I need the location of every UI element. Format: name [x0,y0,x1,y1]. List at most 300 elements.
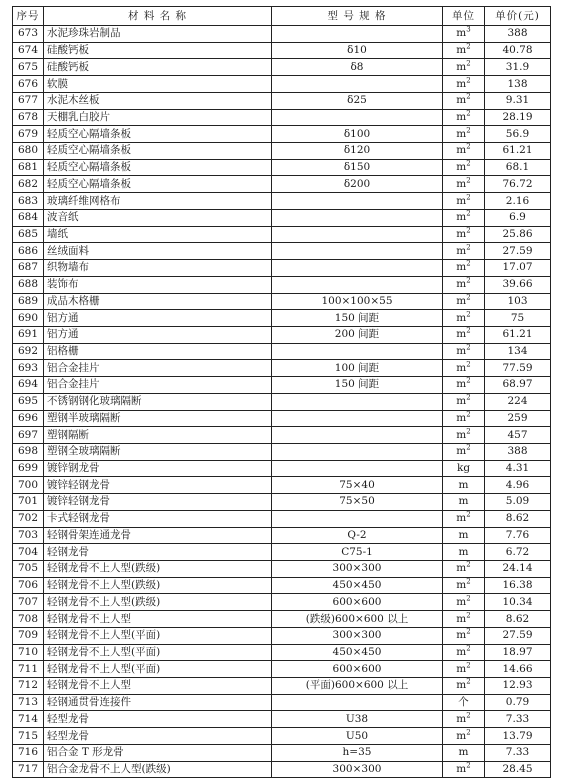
cell-unit-price: 68.1 [485,159,551,176]
cell-model-spec [272,76,443,93]
cell-unit-price: 10.34 [485,594,551,611]
cell-serial-number: 701 [13,494,44,511]
cell-material-name: 轻钢龙骨不上人型(跌级) [44,577,272,594]
unit-exponent: 2 [466,360,471,369]
cell-model-spec: 450×450 [272,577,443,594]
cell-serial-number: 717 [13,761,44,778]
cell-unit-price: 138 [485,76,551,93]
unit-exponent: 2 [466,611,471,620]
unit-exponent: 2 [466,243,471,252]
cell-unit: $m^3$ [443,26,485,43]
table-row [13,561,551,578]
cell-serial-number: 689 [13,293,44,310]
unit-exponent: 2 [466,109,471,118]
cell-material-name: 铝合金挂片 [44,360,272,377]
cell-model-spec: 150 间距 [272,377,443,394]
cell-unit-price: 25.86 [485,226,551,243]
cell-serial-number: 707 [13,594,44,611]
cell-material-name: 轻钢龙骨不上人型(平面) [44,661,272,678]
cell-unit: $m^2$ [443,276,485,293]
cell-material-name: 镀锌轻钢龙骨 [44,494,272,511]
cell-serial-number: 675 [13,59,44,76]
cell-unit-price: 17.07 [485,260,551,277]
cell-model-spec [272,226,443,243]
cell-material-name: 镀锌钢龙骨 [44,460,272,477]
cell-model-spec [272,109,443,126]
cell-unit: $m^2$ [443,393,485,410]
cell-model-spec: h=35 [272,744,443,761]
cell-unit-price: 9.31 [485,92,551,109]
unit-exponent: 2 [466,376,471,385]
cell-model-spec [272,276,443,293]
cell-unit-price: 0.79 [485,694,551,711]
table-row [13,143,551,160]
unit-exponent: 2 [466,193,471,202]
cell-unit: $m^2$ [443,443,485,460]
cell-unit-price: 77.59 [485,360,551,377]
cell-serial-number: 684 [13,209,44,226]
cell-model-spec [272,243,443,260]
cell-material-name: 塑钢隔断 [44,427,272,444]
unit-exponent: 3 [466,25,471,34]
unit-exponent: 2 [466,644,471,653]
cell-unit: m [443,544,485,561]
cell-unit: $m^2$ [443,661,485,678]
cell-model-spec: 200 间距 [272,326,443,343]
cell-serial-number: 678 [13,109,44,126]
cell-serial-number: 705 [13,561,44,578]
table-row [13,443,551,460]
cell-unit: $m^2$ [443,143,485,160]
cell-serial-number: 686 [13,243,44,260]
cell-serial-number: 693 [13,360,44,377]
table-row [13,42,551,59]
cell-serial-number: 710 [13,644,44,661]
cell-serial-number: 692 [13,343,44,360]
table-row [13,678,551,695]
cell-unit-price: 224 [485,393,551,410]
cell-unit: $m^2$ [443,326,485,343]
table-row [13,744,551,761]
cell-unit: $m^2$ [443,193,485,210]
cell-model-spec [272,393,443,410]
cell-unit: $m^2$ [443,343,485,360]
cell-unit: $m^2$ [443,611,485,628]
cell-material-name: 硅酸钙板 [44,42,272,59]
unit-exponent: 2 [466,661,471,670]
cell-material-name: 墙纸 [44,226,272,243]
cell-serial-number: 685 [13,226,44,243]
cell-unit-price: 27.59 [485,627,551,644]
cell-unit: 个 [443,694,485,711]
cell-unit: $m^2$ [443,92,485,109]
cell-unit: $m^2$ [443,410,485,427]
cell-unit: $m^2$ [443,644,485,661]
unit-exponent: 2 [466,159,471,168]
table-row [13,577,551,594]
cell-model-spec: δ25 [272,92,443,109]
cell-serial-number: 716 [13,744,44,761]
cell-material-name: 天棚乳白胶片 [44,109,272,126]
cell-model-spec: 75×40 [272,477,443,494]
cell-material-name: 铝格栅 [44,343,272,360]
cell-serial-number: 713 [13,694,44,711]
table-row [13,594,551,611]
cell-unit: m [443,494,485,511]
cell-model-spec [272,694,443,711]
cell-material-name: 玻璃纤维网格布 [44,193,272,210]
unit-exponent: 2 [466,393,471,402]
cell-unit: m [443,527,485,544]
unit-exponent: 2 [466,310,471,319]
cell-unit: $m^2$ [443,377,485,394]
cell-serial-number: 715 [13,728,44,745]
cell-material-name: 轻钢龙骨不上人型(平面) [44,627,272,644]
cell-unit-price: 8.62 [485,611,551,628]
cell-unit: $m^2$ [443,293,485,310]
cell-unit: $m^2$ [443,260,485,277]
cell-unit-price: 4.31 [485,460,551,477]
table-row [13,26,551,43]
table-row [13,243,551,260]
cell-material-name: 轻钢龙骨 [44,544,272,561]
table-row [13,276,551,293]
cell-material-name: 轻钢龙骨不上人型 [44,611,272,628]
table-row [13,427,551,444]
unit-exponent: 2 [466,410,471,419]
cell-material-name: 轻型龙骨 [44,728,272,745]
cell-model-spec [272,443,443,460]
cell-material-name: 软膜 [44,76,272,93]
cell-model-spec [272,510,443,527]
cell-serial-number: 674 [13,42,44,59]
unit-exponent: 2 [466,92,471,101]
cell-serial-number: 702 [13,510,44,527]
cell-serial-number: 696 [13,410,44,427]
unit-exponent: 2 [466,343,471,352]
unit-exponent: 2 [466,427,471,436]
cell-serial-number: 709 [13,627,44,644]
cell-serial-number: 695 [13,393,44,410]
cell-material-name: 铝合金龙骨不上人型(跌级) [44,761,272,778]
cell-model-spec [272,209,443,226]
cell-material-name: 不锈钢钢化玻璃隔断 [44,393,272,410]
cell-unit-price: 61.21 [485,143,551,160]
cell-serial-number: 712 [13,678,44,695]
cell-unit: $m^2$ [443,310,485,327]
table-header-row [13,7,551,26]
cell-unit-price: 16.38 [485,577,551,594]
cell-model-spec: 300×300 [272,561,443,578]
cell-unit: $m^2$ [443,42,485,59]
cell-model-spec: (跌级)600×600 以上 [272,611,443,628]
cell-model-spec [272,410,443,427]
cell-unit-price: 28.45 [485,761,551,778]
cell-model-spec: 300×300 [272,627,443,644]
header-unit-price: 单价(元) [485,7,551,26]
cell-material-name: 铝方通 [44,326,272,343]
cell-serial-number: 711 [13,661,44,678]
cell-material-name: 镀锌轻钢龙骨 [44,477,272,494]
cell-unit: $m^2$ [443,59,485,76]
cell-unit: $m^2$ [443,711,485,728]
unit-exponent: 2 [466,59,471,68]
cell-unit-price: 134 [485,343,551,360]
cell-unit: $m^2$ [443,126,485,143]
table-row [13,393,551,410]
cell-model-spec [272,260,443,277]
cell-serial-number: 703 [13,527,44,544]
cell-serial-number: 676 [13,76,44,93]
cell-material-name: 轻钢骨架连通龙骨 [44,527,272,544]
table-row [13,92,551,109]
cell-unit-price: 24.14 [485,561,551,578]
cell-unit: $m^2$ [443,226,485,243]
cell-serial-number: 679 [13,126,44,143]
unit-exponent: 2 [466,577,471,586]
cell-unit: $m^2$ [443,176,485,193]
table-row [13,360,551,377]
cell-unit-price: 56.9 [485,126,551,143]
table-row [13,209,551,226]
cell-serial-number: 688 [13,276,44,293]
cell-serial-number: 694 [13,377,44,394]
cell-unit-price: 18.97 [485,644,551,661]
cell-serial-number: 699 [13,460,44,477]
table-body [13,26,551,778]
cell-unit: m [443,477,485,494]
table-row [13,544,551,561]
cell-material-name: 硅酸钙板 [44,59,272,76]
cell-material-name: 轻质空心隔墙条板 [44,176,272,193]
cell-material-name: 轻质空心隔墙条板 [44,126,272,143]
cell-material-name: 轻钢龙骨不上人型(跌级) [44,594,272,611]
unit-exponent: 2 [466,76,471,85]
table-row [13,293,551,310]
table-row [13,728,551,745]
cell-unit-price: 4.96 [485,477,551,494]
cell-model-spec: (平面)600×600 以上 [272,678,443,695]
unit-exponent: 2 [466,276,471,285]
cell-model-spec: δ120 [272,143,443,160]
cell-material-name: 轻质空心隔墙条板 [44,159,272,176]
unit-exponent: 2 [466,209,471,218]
cell-model-spec: 600×600 [272,594,443,611]
unit-exponent: 2 [466,594,471,603]
cell-unit-price: 61.21 [485,326,551,343]
cell-material-name: 装饰布 [44,276,272,293]
cell-unit: $m^2$ [443,594,485,611]
cell-unit: $m^2$ [443,561,485,578]
cell-model-spec: δ10 [272,42,443,59]
cell-unit-price: 39.66 [485,276,551,293]
cell-unit-price: 7.76 [485,527,551,544]
cell-unit: $m^2$ [443,510,485,527]
cell-serial-number: 683 [13,193,44,210]
cell-serial-number: 690 [13,310,44,327]
cell-serial-number: 697 [13,427,44,444]
cell-unit-price: 259 [485,410,551,427]
table-row [13,109,551,126]
unit-exponent: 2 [466,728,471,737]
cell-model-spec: 100 间距 [272,360,443,377]
table-row [13,460,551,477]
unit-exponent: 2 [466,761,471,770]
unit-exponent: 2 [466,226,471,235]
cell-serial-number: 673 [13,26,44,43]
table-row [13,510,551,527]
table-row [13,159,551,176]
table-row [13,644,551,661]
cell-unit: $m^2$ [443,761,485,778]
cell-unit: m [443,744,485,761]
cell-unit-price: 457 [485,427,551,444]
cell-unit: $m^2$ [443,728,485,745]
cell-unit-price: 40.78 [485,42,551,59]
cell-unit-price: 7.33 [485,711,551,728]
unit-exponent: 2 [466,142,471,151]
cell-model-spec: 300×300 [272,761,443,778]
cell-model-spec: 100×100×55 [272,293,443,310]
cell-unit-price: 7.33 [485,744,551,761]
header-unit: 单位 [443,7,485,26]
unit-exponent: 2 [466,176,471,185]
table-row [13,126,551,143]
cell-serial-number: 681 [13,159,44,176]
table-row [13,527,551,544]
cell-unit: $m^2$ [443,209,485,226]
unit-exponent: 2 [466,293,471,302]
table-row [13,494,551,511]
cell-model-spec [272,343,443,360]
cell-unit-price: 31.9 [485,59,551,76]
unit-exponent: 2 [466,677,471,686]
cell-serial-number: 677 [13,92,44,109]
cell-serial-number: 700 [13,477,44,494]
cell-model-spec: Q-2 [272,527,443,544]
cell-unit-price: 2.16 [485,193,551,210]
cell-model-spec: 450×450 [272,644,443,661]
cell-model-spec [272,427,443,444]
cell-material-name: 塑钢全玻璃隔断 [44,443,272,460]
cell-serial-number: 704 [13,544,44,561]
header-model-spec: 型 号 规 格 [272,7,443,26]
header-serial-number: 序号 [13,7,44,26]
cell-unit: $m^2$ [443,109,485,126]
cell-model-spec: δ150 [272,159,443,176]
table-row [13,377,551,394]
cell-model-spec: 75×50 [272,494,443,511]
cell-material-name: 卡式轻钢龙骨 [44,510,272,527]
cell-material-name: 轻钢通贯骨连接件 [44,694,272,711]
cell-unit-price: 5.09 [485,494,551,511]
cell-unit: $m^2$ [443,76,485,93]
cell-unit-price: 6.72 [485,544,551,561]
cell-unit-price: 68.97 [485,377,551,394]
cell-model-spec: δ200 [272,176,443,193]
cell-unit-price: 75 [485,310,551,327]
cell-unit-price: 28.19 [485,109,551,126]
cell-serial-number: 706 [13,577,44,594]
cell-material-name: 丝绒面料 [44,243,272,260]
cell-material-name: 水泥珍珠岩制品 [44,26,272,43]
table-row [13,343,551,360]
table-row [13,761,551,778]
unit-exponent: 2 [466,627,471,636]
unit-exponent: 2 [466,259,471,268]
cell-material-name: 轻钢龙骨不上人型(平面) [44,644,272,661]
cell-unit: $m^2$ [443,159,485,176]
cell-serial-number: 698 [13,443,44,460]
cell-serial-number: 680 [13,143,44,160]
unit-exponent: 2 [466,42,471,51]
cell-unit-price: 6.9 [485,209,551,226]
cell-model-spec: C75-1 [272,544,443,561]
cell-material-name: 织物墙布 [44,260,272,277]
cell-unit-price: 27.59 [485,243,551,260]
table-row [13,193,551,210]
cell-unit-price: 12.93 [485,678,551,695]
cell-unit-price: 76.72 [485,176,551,193]
cell-material-name: 轻钢龙骨不上人型(跌级) [44,561,272,578]
table-row [13,661,551,678]
cell-serial-number: 687 [13,260,44,277]
cell-material-name: 成品木格栅 [44,293,272,310]
cell-unit: $m^2$ [443,243,485,260]
cell-unit-price: 103 [485,293,551,310]
cell-unit-price: 8.62 [485,510,551,527]
table-row [13,627,551,644]
cell-model-spec: U38 [272,711,443,728]
table-row [13,611,551,628]
table-row [13,694,551,711]
unit-exponent: 2 [466,510,471,519]
unit-exponent: 2 [466,443,471,452]
unit-exponent: 2 [466,711,471,720]
cell-unit-price: 14.66 [485,661,551,678]
cell-unit: $m^2$ [443,678,485,695]
unit-exponent: 2 [466,326,471,335]
unit-exponent: 2 [466,560,471,569]
cell-unit: $m^2$ [443,360,485,377]
table-row [13,711,551,728]
cell-model-spec: 600×600 [272,661,443,678]
cell-unit-price: 13.79 [485,728,551,745]
cell-unit-price: 388 [485,26,551,43]
table-row [13,477,551,494]
table-row [13,176,551,193]
cell-material-name: 水泥木丝板 [44,92,272,109]
cell-serial-number: 708 [13,611,44,628]
table-row [13,410,551,427]
cell-unit-price: 388 [485,443,551,460]
table-row [13,226,551,243]
cell-model-spec: δ100 [272,126,443,143]
unit-exponent: 2 [466,126,471,135]
table-row [13,326,551,343]
cell-material-name: 塑钢半玻璃隔断 [44,410,272,427]
table-row [13,59,551,76]
cell-model-spec: U50 [272,728,443,745]
cell-model-spec [272,26,443,43]
cell-material-name: 铝合金挂片 [44,377,272,394]
cell-material-name: 铝合金 T 形龙骨 [44,744,272,761]
header-material-name: 材 料 名 称 [44,7,272,26]
cell-material-name: 铝方通 [44,310,272,327]
cell-model-spec: δ8 [272,59,443,76]
cell-model-spec [272,193,443,210]
materials-price-table [12,6,551,778]
